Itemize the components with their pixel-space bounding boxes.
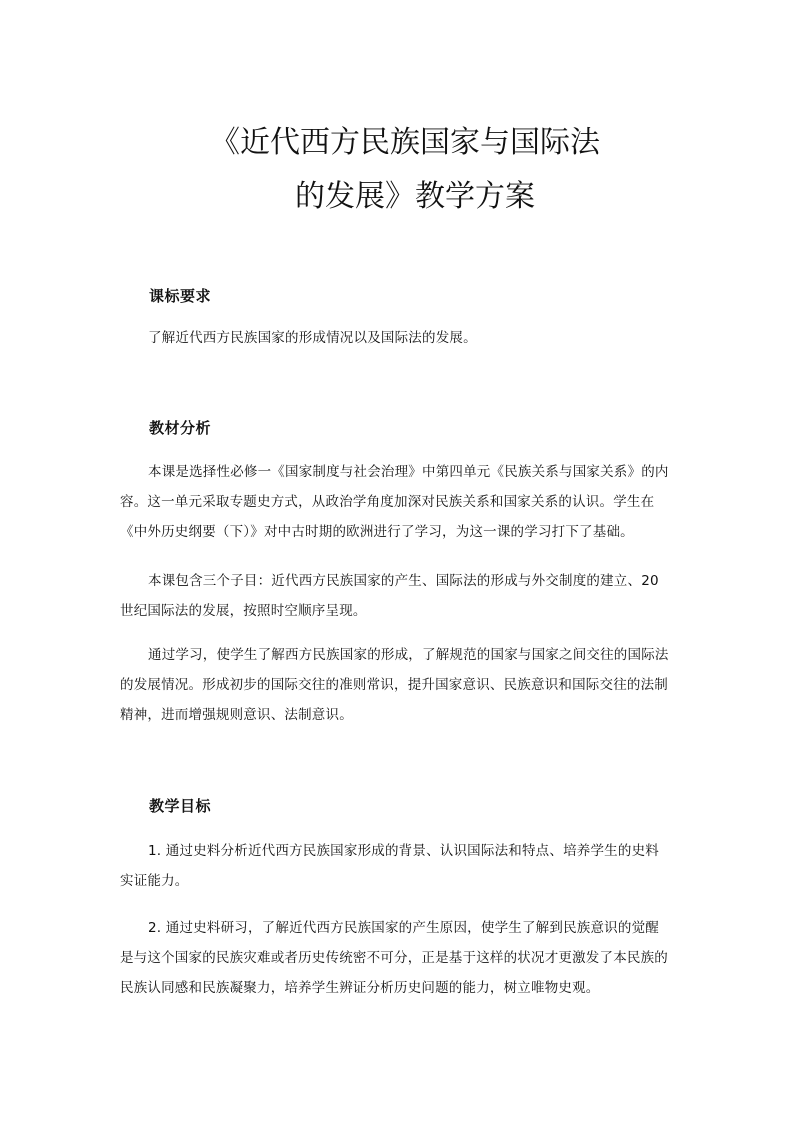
- document-title-line-1: 《近代西方民族国家与国际法: [210, 125, 600, 160]
- heading-textbook-analysis: 教材分析: [149, 419, 212, 437]
- paragraph-analysis-3: [120, 640, 672, 730]
- text-line: 通过学习，使学生了解西方民族国家的形成，了解规范的国家与国家之间交往的国际法: [148, 647, 669, 663]
- text-line: 《中外历史纲要（下）》对中古时期的欧洲进行了学习，为这一课的学习打下了基础。: [120, 524, 634, 540]
- text-line: 的发展情况。形成初步的国际交往的准则常识，提升国家意识、民族意识和国际交往的法制: [120, 677, 668, 693]
- text-line: 了解近代西方民族国家的形成情况以及国际法的发展。: [148, 330, 477, 346]
- paragraph-analysis-2: [120, 566, 672, 626]
- heading-curriculum-requirements: 课标要求: [149, 287, 212, 305]
- text-line: 容。这一单元采取专题史方式，从政治学角度加深对民族关系和国家关系的认识。学生在: [120, 494, 655, 510]
- text-line: 民族认同感和民族凝聚力，培养学生辨证分析历史问题的能力，树立唯物史观。: [120, 980, 600, 996]
- text-line: 精神，进而增强规则意识、法制意识。: [120, 707, 353, 723]
- paragraph-analysis-1: [120, 457, 672, 547]
- text-line: 世纪国际法的发展，按照时空顺序呈现。: [120, 603, 367, 619]
- heading-teaching-objectives: 教学目标: [149, 797, 212, 815]
- text-line: 1. 通过史料分析近代西方民族国家形成的背景、认识国际法和特点、培养学生的史料: [148, 843, 659, 859]
- paragraph-requirements: [120, 323, 672, 353]
- text-line: 本课包含三个子目：近代西方民族国家的产生、国际法的形成与外交制度的建立、20: [148, 573, 659, 589]
- objective-1: [120, 836, 672, 896]
- text-line: 2. 通过史料研习，了解近代西方民族国家的产生原因，使学生了解到民族意识的觉醒: [148, 920, 659, 936]
- text-line: 本课是选择性必修一《国家制度与社会治理》中第四单元《民族关系与国家关系》的内: [148, 464, 669, 480]
- document-title-line-2: 的发展》教学方案: [295, 179, 535, 214]
- text-line: 实证能力。: [120, 873, 189, 889]
- text-line: 是与这个国家的民族灾难或者历史传统密不可分，正是基于这样的状况才更激发了本民族的: [120, 950, 668, 966]
- objective-2: [120, 913, 672, 1003]
